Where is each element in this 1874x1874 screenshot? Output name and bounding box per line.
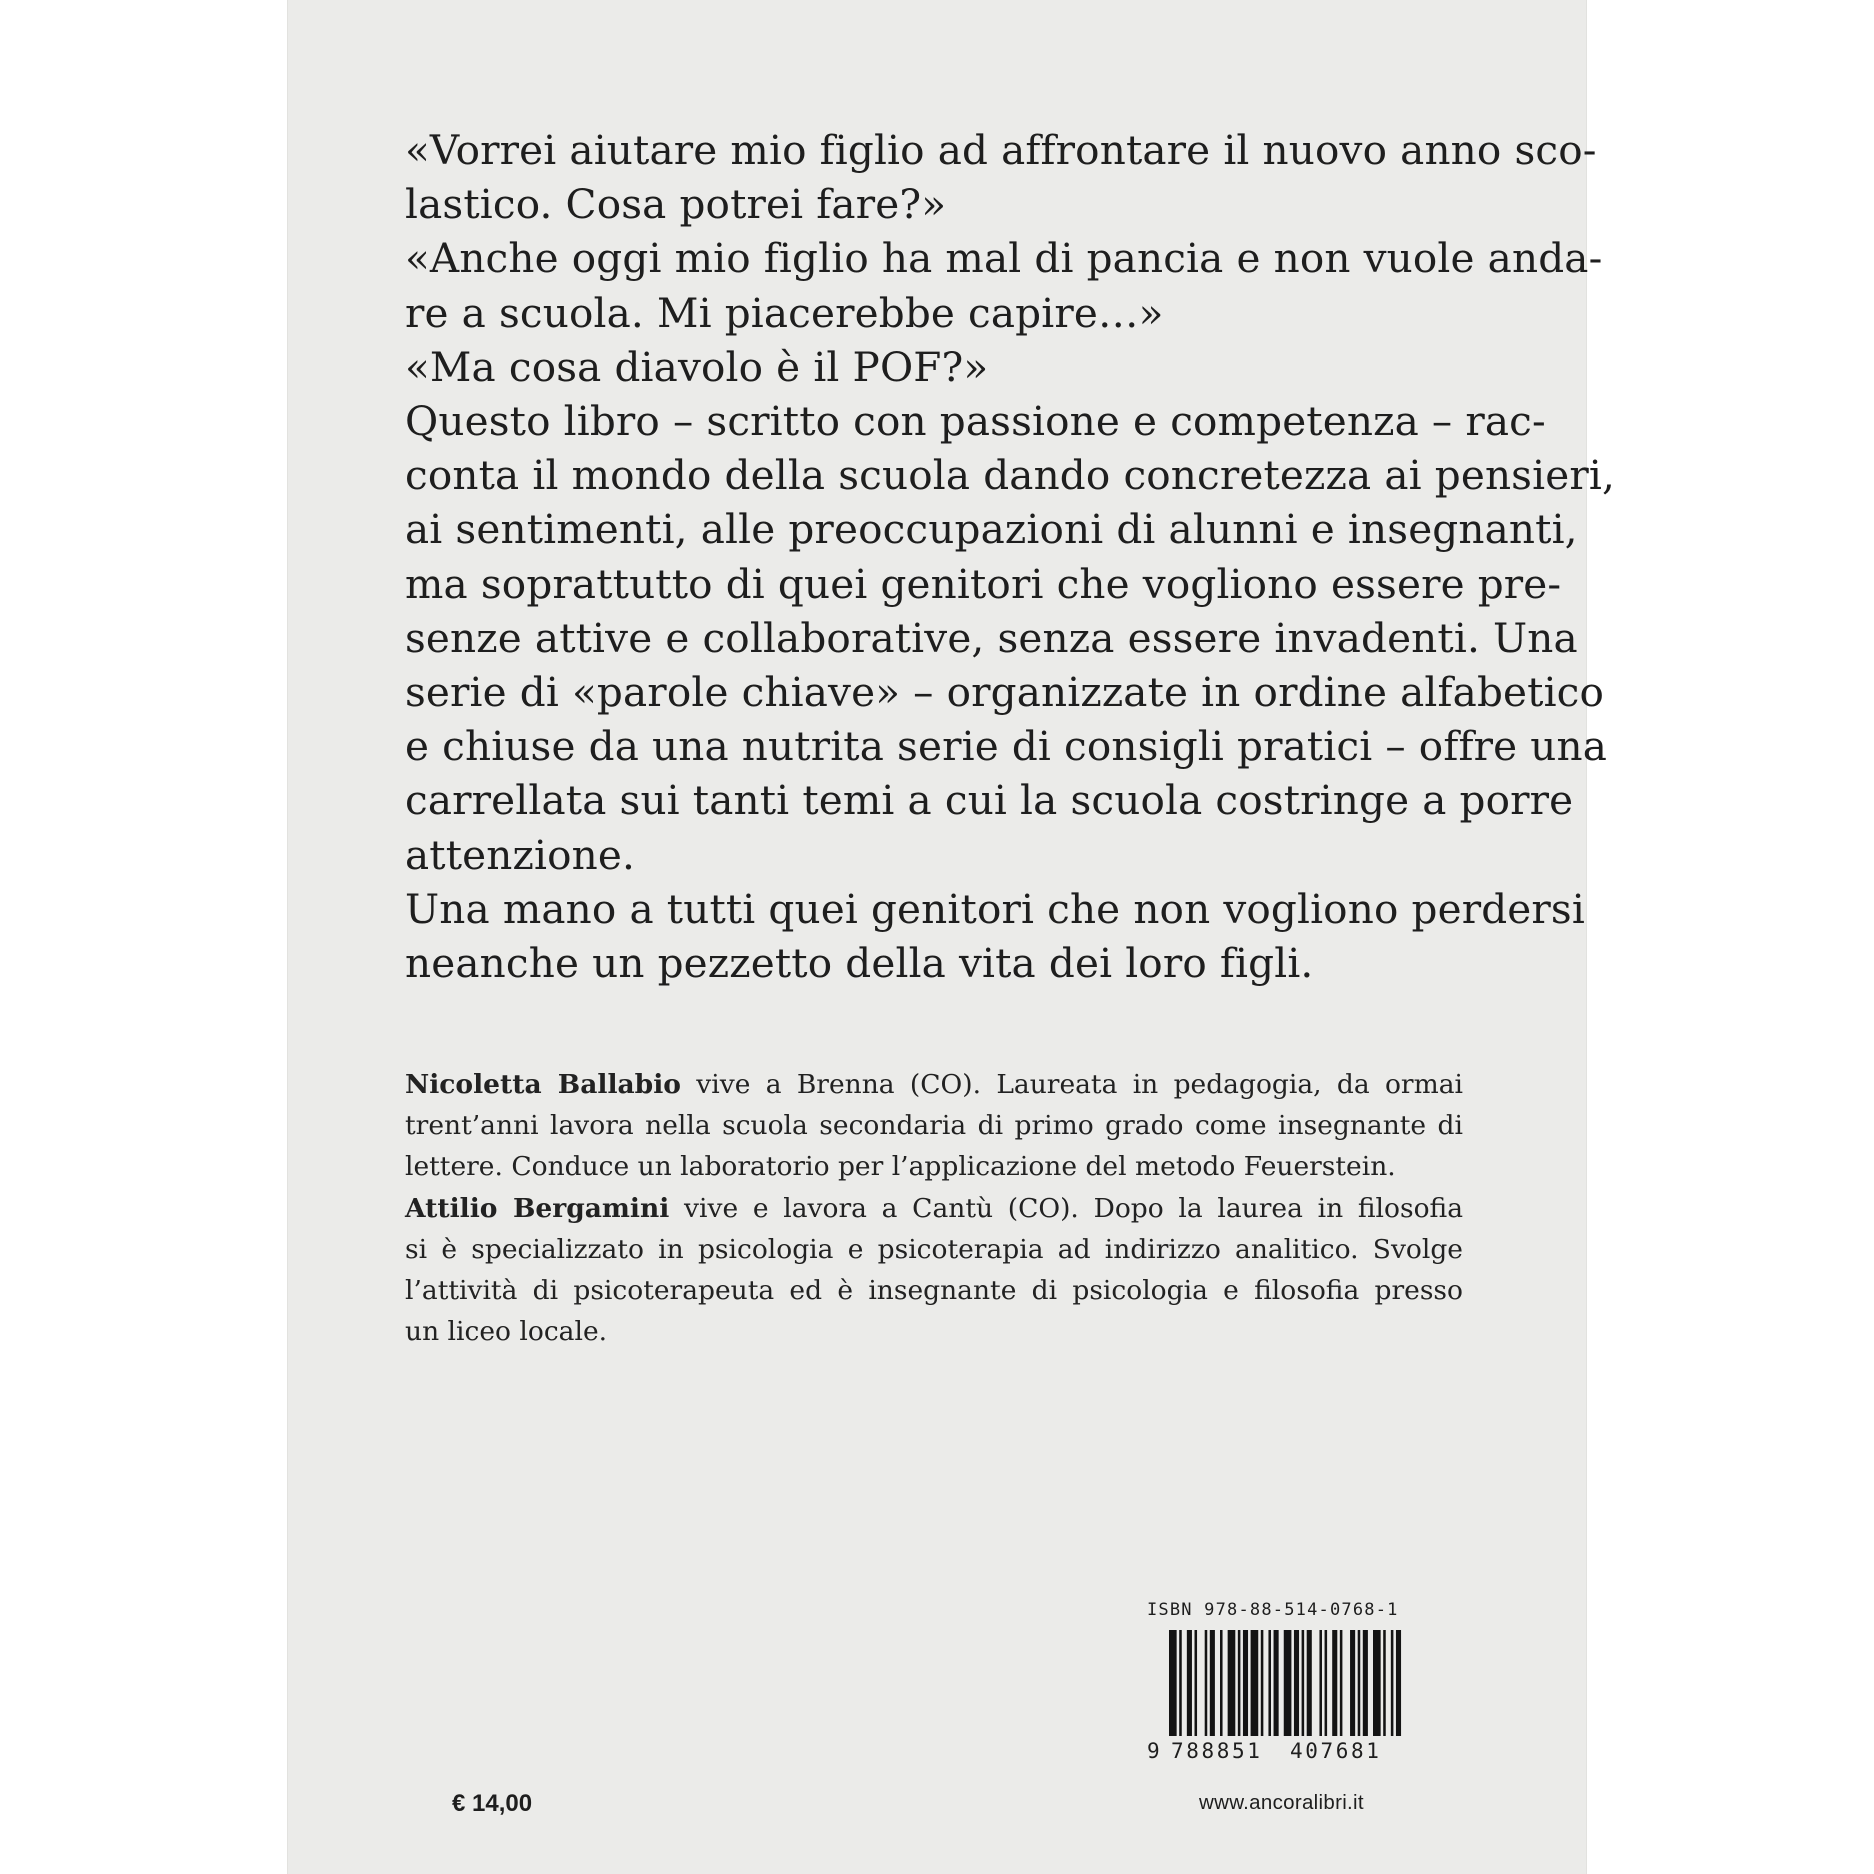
- barcode-bar: [1350, 1630, 1355, 1736]
- barcode-bar: [1383, 1630, 1386, 1736]
- blurb-line: serie di «parole chiave» – organizzate in ordine alfabetico: [405, 668, 1605, 717]
- blurb-text: [405, 123, 1615, 990]
- blurb-line: «Ma cosa diavolo è il POF?»: [405, 342, 989, 391]
- barcode-bar: [1187, 1630, 1192, 1736]
- blurb-line: ma soprattutto di quei genitori che vogliono essere pre-: [405, 559, 1562, 608]
- barcode-bar: [1319, 1630, 1322, 1736]
- blurb-line: attenzione.: [405, 830, 635, 879]
- barcode-bar: [1307, 1630, 1312, 1736]
- bio-line: [405, 1064, 1463, 1105]
- barcode-bar: [1179, 1630, 1182, 1736]
- author-bios: [405, 1064, 1463, 1352]
- barcode-bar: [1251, 1630, 1259, 1736]
- barcode-first-digit: 9: [1147, 1739, 1160, 1763]
- barcode-bar: [1332, 1630, 1337, 1736]
- blurb-line: carrellata sui tanti temi a cui la scuola costringe a porre: [405, 776, 1574, 825]
- blurb-line: senze attive e collaborative, senza essere invadenti. Una: [405, 613, 1578, 662]
- barcode-bar: [1294, 1630, 1299, 1736]
- back-cover: [287, 0, 1615, 1874]
- author-name: Attilio Bergamini: [405, 1192, 670, 1224]
- bio-line: un liceo locale.: [405, 1316, 608, 1348]
- blurb-line: Una mano a tutti quei genitori che non vogliono perdersi: [405, 884, 1585, 933]
- price: € 14,00: [452, 1790, 533, 1817]
- barcode-bar: [1325, 1630, 1328, 1736]
- blurb-line: e chiuse da una nutrita serie di consigli pratici – offre una: [405, 722, 1608, 771]
- blurb-line: re a scuola. Mi piacerebbe capire…»: [405, 288, 1164, 337]
- barcode-bar: [1261, 1630, 1264, 1736]
- bio-line: l’attività di psicoterapeuta ed è insegnante di psicologia e filosofia presso: [405, 1275, 1463, 1307]
- barcode-bar: [1169, 1630, 1177, 1736]
- barcode-bar: [1243, 1630, 1248, 1736]
- barcode-bar: [1373, 1630, 1381, 1736]
- barcode-bar: [1274, 1630, 1279, 1736]
- blurb-line: lastico. Cosa potrei fare?»: [405, 180, 947, 229]
- barcode-bar: [1363, 1630, 1368, 1736]
- publisher-website: www.ancoralibri.it: [1199, 1791, 1364, 1814]
- isbn-label: ISBN 978-88-514-0768-1: [1147, 1600, 1399, 1620]
- blurb-line: «Anche oggi mio figlio ha mal di pancia e non vuole anda-: [405, 234, 1603, 283]
- blurb-line: Questo libro – scritto con passione e competenza – rac-: [405, 397, 1546, 446]
- barcode-bar: [1391, 1630, 1394, 1736]
- barcode-bar: [1238, 1630, 1241, 1736]
- blurb-line: ai sentimenti, alle preoccupazioni di alunni e insegnanti,: [405, 505, 1578, 554]
- barcode-bar: [1268, 1630, 1271, 1736]
- barcode-bar: [1284, 1630, 1292, 1736]
- barcode-bar: [1228, 1630, 1236, 1736]
- barcode: [1145, 1630, 1411, 1763]
- bio-line: lettere. Conduce un laboratorio per l’applicazione del metodo Feuerstein.: [405, 1151, 1396, 1183]
- barcode-bar: [1358, 1630, 1361, 1736]
- bio-line: si è specializzato in psicologia e psicoterapia ad indirizzo analitico. Svolge: [405, 1233, 1463, 1265]
- barcode-bar: [1340, 1630, 1343, 1736]
- author-name: Nicoletta Ballabio: [405, 1069, 681, 1100]
- barcode-digits-left: 788851: [1171, 1739, 1263, 1763]
- barcode-bars: [1169, 1630, 1401, 1736]
- barcode-bar: [1220, 1630, 1223, 1736]
- bio-line: trent’anni lavora nella scuola secondaria di primo grado come insegnante di: [405, 1110, 1463, 1142]
- barcode-bar: [1205, 1630, 1208, 1736]
- bio-text: vive a Brenna (CO). Laureata in pedagogia, da ormai: [680, 1069, 1463, 1100]
- bio-text: vive e lavora a Cantù (CO). Dopo la laurea in filosofia: [669, 1192, 1463, 1224]
- barcode-bar: [1396, 1630, 1401, 1736]
- blurb-line: «Vorrei aiutare mio figlio ad affrontare il nuovo anno sco-: [405, 126, 1597, 174]
- barcode-bar: [1210, 1630, 1215, 1736]
- blurb-line: conta il mondo della scuola dando concretezza ai pensieri,: [405, 451, 1615, 500]
- barcode-digits-right: 407681: [1290, 1739, 1382, 1763]
- barcode-bar: [1195, 1630, 1198, 1736]
- blurb-line: neanche un pezzetto della vita dei loro figli.: [405, 939, 1314, 988]
- bio-line: [405, 1188, 1463, 1229]
- barcode-bar: [1302, 1630, 1305, 1736]
